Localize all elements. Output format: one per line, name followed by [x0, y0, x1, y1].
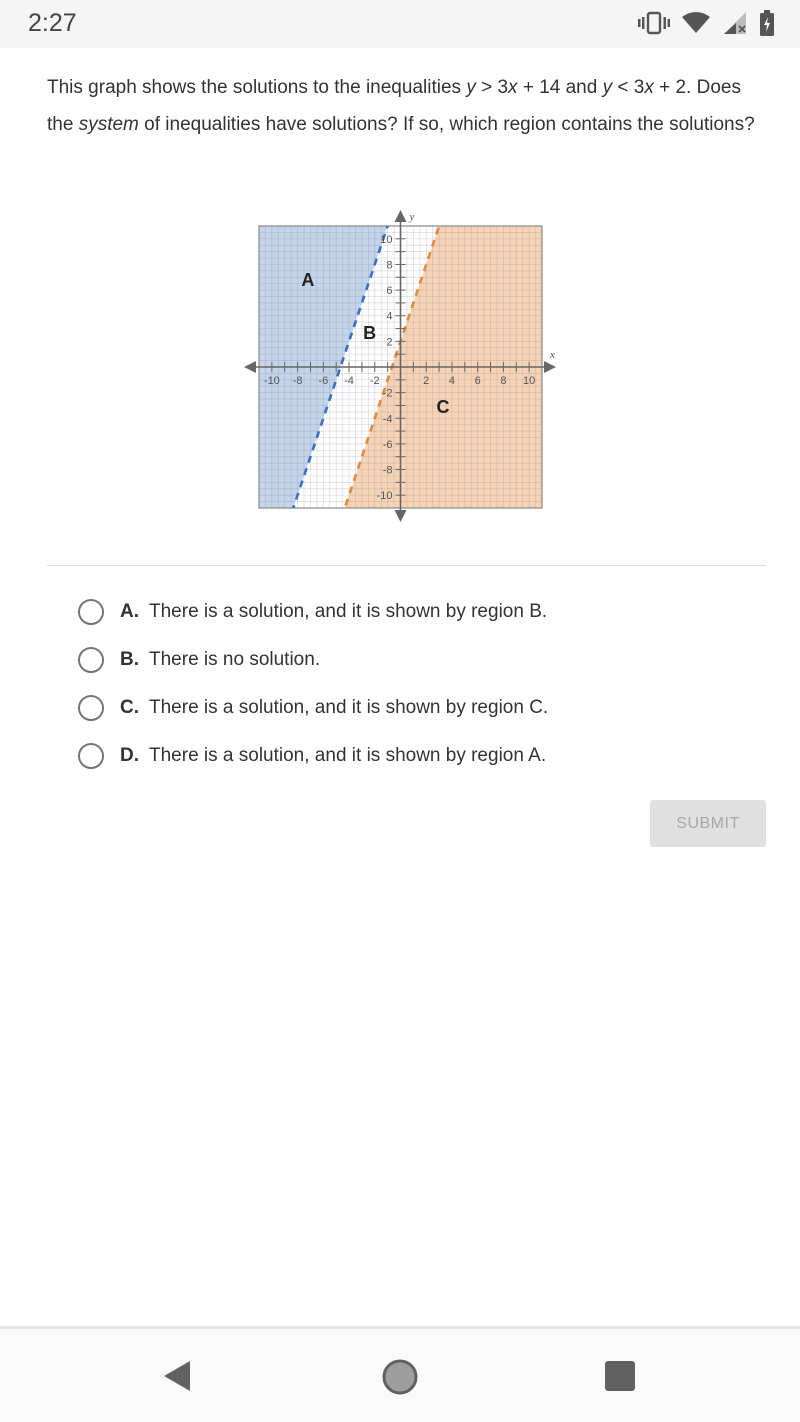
- status-icons: [638, 10, 774, 36]
- graph-svg: [240, 206, 570, 526]
- inequality-graph: [240, 206, 570, 526]
- region-label-c: C: [436, 397, 450, 418]
- x-tick-label: 8: [500, 375, 507, 387]
- x-tick-label: 4: [448, 375, 456, 387]
- question-text: This graph shows the solutions to the inequalities y > 3x + 14 and y < 3x + 2. Does the system of inequalities have solutions? If so, which region contains the solutions?: [47, 77, 755, 135]
- y-axis-label: y: [409, 211, 415, 223]
- region-label-a: A: [301, 270, 315, 291]
- choice-c[interactable]: [78, 684, 548, 732]
- status-time: 2:27: [28, 9, 77, 37]
- x-axis-arrow-right: [544, 361, 556, 373]
- x-axis-label: x: [550, 349, 555, 361]
- x-tick-label: 10: [523, 375, 536, 387]
- vibrate-icon: [638, 11, 670, 35]
- divider: [47, 565, 766, 566]
- navigation-bar: [0, 1326, 800, 1422]
- radio-button[interactable]: [78, 647, 104, 673]
- y-tick-label: 8: [386, 259, 393, 272]
- y-tick-label: -10: [376, 490, 393, 503]
- choice-letter: D.: [120, 745, 139, 766]
- radio-button[interactable]: [78, 695, 104, 721]
- y-tick-label: -4: [382, 413, 393, 426]
- wifi-icon: [682, 12, 710, 34]
- battery-icon: [760, 10, 774, 36]
- x-tick-label: -6: [318, 375, 329, 387]
- region-label-b: B: [363, 322, 377, 343]
- y-tick-label: 10: [380, 233, 393, 246]
- choice-text: There is no solution.: [149, 649, 321, 670]
- y-axis-arrow-down: [395, 510, 407, 522]
- y-tick-label: -8: [382, 464, 393, 477]
- radio-button[interactable]: [78, 599, 104, 625]
- y-tick-label: -6: [382, 438, 393, 451]
- x-tick-label: -2: [369, 375, 380, 387]
- choice-text: There is a solution, and it is shown by region B.: [149, 601, 548, 622]
- choice-a[interactable]: [78, 588, 548, 636]
- x-tick-label: 6: [474, 375, 481, 387]
- submit-button[interactable]: SUBMIT: [650, 800, 766, 847]
- choice-b[interactable]: [78, 636, 548, 684]
- y-tick-label: 2: [386, 336, 393, 349]
- home-icon[interactable]: [382, 1359, 418, 1400]
- y-tick-label: 6: [386, 285, 393, 298]
- x-tick-label: -4: [344, 375, 354, 387]
- y-tick-label: -2: [382, 387, 393, 400]
- x-tick-label: -8: [292, 375, 303, 387]
- choice-text: There is a solution, and it is shown by region A.: [149, 745, 547, 766]
- recents-icon[interactable]: [605, 1361, 635, 1396]
- x-tick-label: 2: [423, 375, 430, 387]
- choice-letter: C.: [120, 697, 139, 718]
- x-axis-arrow-left: [244, 361, 256, 373]
- y-axis-arrow-up: [395, 210, 407, 222]
- status-bar: [0, 0, 800, 48]
- choice-letter: A.: [120, 601, 139, 622]
- choice-d[interactable]: [78, 732, 548, 780]
- y-tick-label: 4: [386, 310, 393, 323]
- choice-text: There is a solution, and it is shown by region C.: [149, 697, 549, 718]
- answer-choices: [78, 588, 548, 780]
- radio-button[interactable]: [78, 743, 104, 769]
- back-icon[interactable]: [162, 1359, 192, 1398]
- x-tick-label: -10: [263, 375, 280, 387]
- signal-icon: [722, 11, 748, 35]
- choice-letter: B.: [120, 649, 139, 670]
